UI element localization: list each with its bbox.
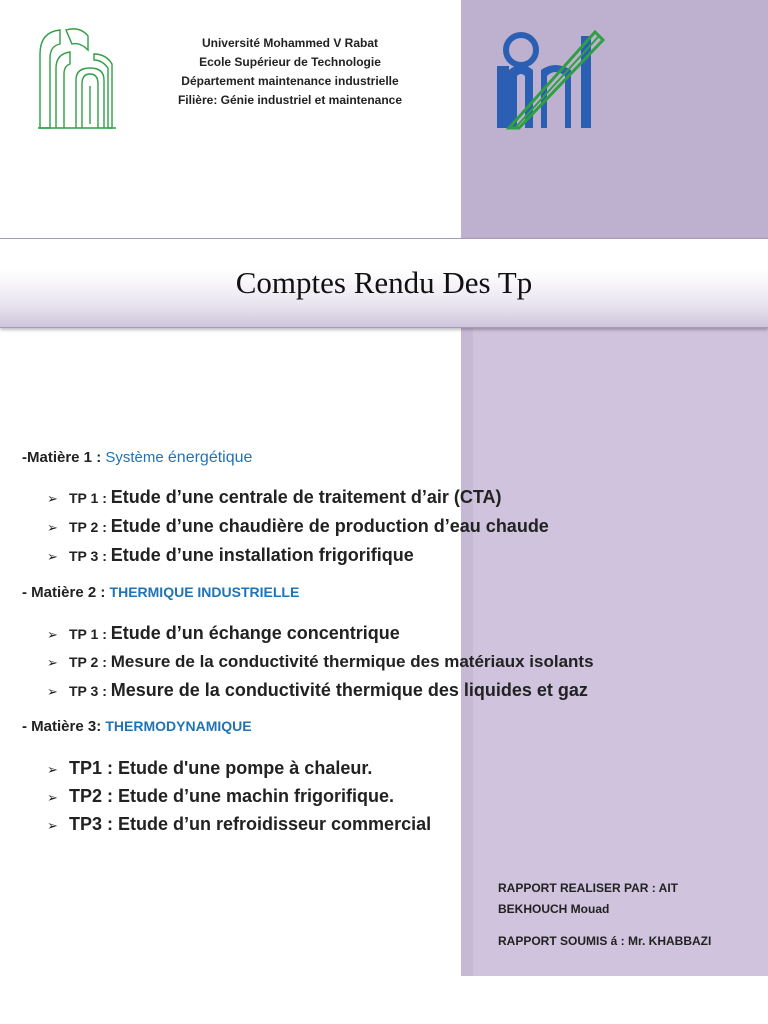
tp-title: Etude d’une installation frigorifique [110,545,414,565]
tp-code: TP 2 : [69,654,111,670]
tp-code: TP 3 : [69,548,111,564]
institution-header [150,34,430,110]
tp-code: TP 2 : [69,519,111,535]
title-banner [0,238,768,328]
subject-3-heading [22,718,252,735]
subject-1-label: -Matière 1 : [22,449,106,466]
arrow-bullet-icon: ➢ [47,655,58,670]
university-logo-icon [36,24,118,132]
subject-2-label: - Matière 2 : [22,584,110,601]
tp-title: Etude d’une centrale de traitement d’air (CTA) [110,487,502,507]
list-item [47,516,549,537]
report-author [498,878,748,920]
list-item [47,680,588,701]
tp-code: TP2 : [69,786,119,806]
list-item [47,487,502,508]
tp-title: Etude d’un échange concentrique [110,623,400,643]
report-author-line2: BEKHOUCH Mouad [498,902,610,916]
arrow-bullet-icon: ➢ [47,762,58,777]
header-department: Département maintenance industrielle [181,74,399,88]
subject-2-heading [22,584,299,601]
list-item [47,758,372,779]
header-university: Université Mohammed V Rabat [201,36,379,50]
list-item [47,786,394,807]
page-title: Comptes Rendu Des Tp [235,265,533,300]
subject-2-name: THERMIQUE INDUSTRIELLE [109,584,300,600]
arrow-bullet-icon: ➢ [47,549,58,564]
subject-3-label: - Matière 3: [22,718,106,735]
tp-code: TP 1 : [69,626,111,642]
tp-code: TP1 : [69,758,119,778]
arrow-bullet-icon: ➢ [47,491,58,506]
tp-title: Mesure de la conductivité thermique des matériaux isolants [110,652,594,671]
subject-3-name: THERMODYNAMIQUE [105,718,252,734]
tp-title: Etude d’une machin frigorifique. [118,786,395,806]
arrow-bullet-icon: ➢ [47,818,58,833]
subject-1-heading [22,449,252,467]
tp-title: Etude d'une pompe à chaleur. [118,758,373,778]
arrow-bullet-icon: ➢ [47,790,58,805]
list-item [47,623,400,644]
report-submitted [498,931,748,952]
arrow-bullet-icon: ➢ [47,627,58,642]
subject-1-name-b: énergétique [167,449,253,466]
arrow-bullet-icon: ➢ [47,520,58,535]
tp-code: TP3 : [69,814,119,834]
list-item [47,814,431,835]
report-submitted-text: RAPPORT SOUMIS á : Mr. KHABBAZI [498,934,712,948]
header-school: Ecole Supérieur de Technologie [199,55,381,69]
list-item [47,545,414,566]
tp-code: TP 3 : [69,683,111,699]
header-program: Filière: Génie industriel et maintenance [177,93,403,107]
report-author-line1: RAPPORT REALISER PAR : AIT [498,881,679,895]
tp-title: Etude d’un refroidisseur commercial [118,814,432,834]
list-item [47,652,594,672]
tp-title: Etude d’une chaudière de production d’eau chaude [110,516,549,536]
subject-1-name-a: Système [105,449,168,466]
arrow-bullet-icon: ➢ [47,684,58,699]
tp-code: TP 1 : [69,490,111,506]
tp-title: Mesure de la conductivité thermique des liquides et gaz [110,680,588,700]
school-logo-icon [495,30,607,130]
